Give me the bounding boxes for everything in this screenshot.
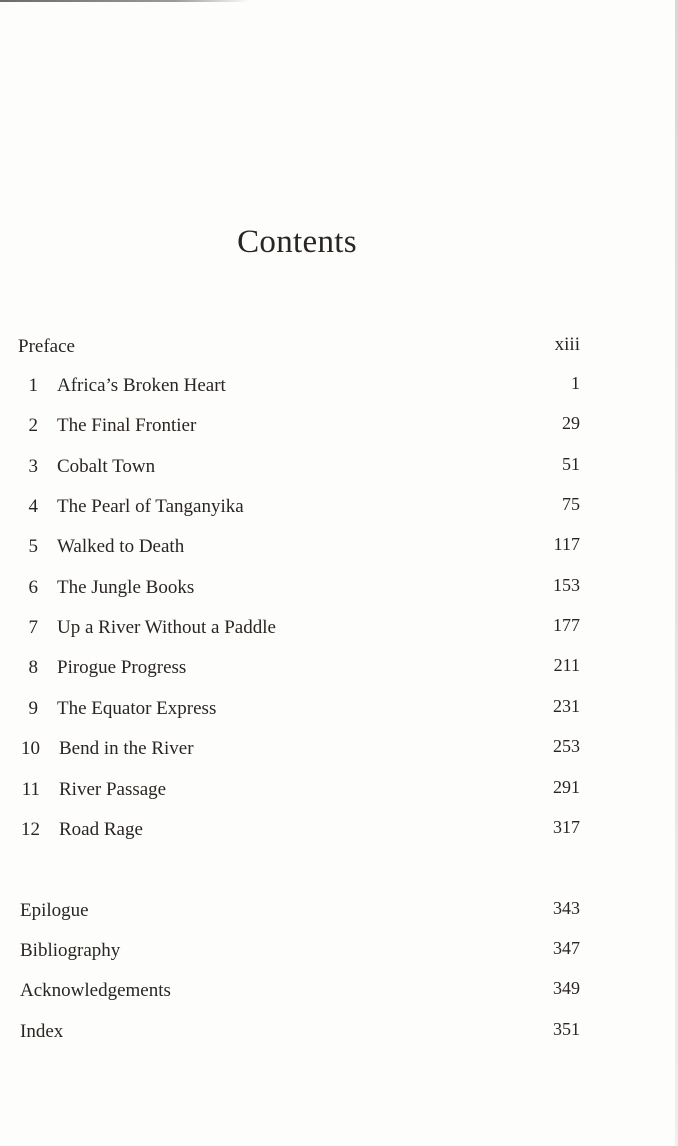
- toc-entry-chapter: [0, 698, 678, 726]
- toc-entry-chapter: [0, 738, 678, 766]
- toc-entry-title: Acknowledgements: [20, 980, 171, 1001]
- chapter-page: 177: [553, 615, 580, 635]
- toc-entry-epilogue: [0, 900, 678, 928]
- contents-heading: Contents: [237, 224, 357, 260]
- toc-entry-page: 351: [553, 1019, 580, 1039]
- toc-entry-chapter: [0, 779, 678, 807]
- toc-entry-page: 347: [553, 938, 580, 958]
- toc-entry-index: [0, 1021, 678, 1049]
- toc-entry-chapter: [0, 577, 678, 605]
- toc-entry-acknowledgements: [0, 980, 678, 1008]
- chapter-number: 9: [28, 698, 38, 719]
- chapter-number: 7: [28, 617, 38, 638]
- chapter-title: Cobalt Town: [57, 456, 156, 477]
- chapter-page: 1: [571, 373, 580, 393]
- chapter-number: 3: [28, 456, 38, 477]
- chapter-number: 5: [28, 536, 38, 557]
- chapter-title: Road Rage: [59, 819, 143, 840]
- chapter-title: Pirogue Progress: [57, 657, 187, 678]
- chapter-number: 4: [28, 496, 38, 517]
- chapter-page: 117: [553, 534, 580, 554]
- chapter-page: 29: [562, 413, 580, 433]
- chapter-number: 12: [21, 819, 40, 840]
- toc-entry-title: Preface: [18, 336, 75, 357]
- chapter-title: The Final Frontier: [57, 415, 197, 436]
- toc-entry-chapter: [0, 375, 678, 403]
- chapter-title: Up a River Without a Paddle: [57, 617, 276, 638]
- chapter-number: 1: [28, 375, 38, 396]
- chapter-title: Bend in the River: [59, 738, 194, 759]
- chapter-number: 8: [28, 657, 38, 678]
- toc-entry-title: Index: [20, 1021, 64, 1042]
- chapter-page: 317: [553, 817, 580, 837]
- chapter-number: 10: [21, 738, 40, 759]
- chapter-title: The Pearl of Tanganyika: [57, 496, 244, 517]
- chapter-title: Africa’s Broken Heart: [57, 375, 226, 396]
- toc-entry-chapter: [0, 617, 678, 645]
- scan-edge-top: [0, 0, 250, 2]
- chapter-page: 211: [553, 655, 580, 675]
- chapter-number: 6: [28, 577, 38, 598]
- chapter-title: The Equator Express: [57, 698, 217, 719]
- chapter-page: 153: [553, 575, 580, 595]
- toc-entry-chapter: [0, 657, 678, 685]
- toc-entry-bibliography: [0, 940, 678, 968]
- toc-entry-chapter: [0, 456, 678, 484]
- toc-entry-preface: [0, 336, 678, 364]
- toc-entry-title: Bibliography: [20, 940, 121, 961]
- toc-entry-page: 343: [553, 898, 580, 918]
- toc-entry-page: xiii: [554, 334, 580, 355]
- chapter-page: 231: [553, 696, 580, 716]
- chapter-title: The Jungle Books: [57, 577, 195, 598]
- toc-entry-chapter: [0, 415, 678, 443]
- chapter-page: 51: [562, 454, 580, 474]
- chapter-page: 291: [553, 777, 580, 797]
- toc-entry-chapter: [0, 496, 678, 524]
- chapter-page: 253: [553, 736, 580, 756]
- toc-entry-title: Epilogue: [20, 900, 89, 921]
- toc-entry-page: 349: [553, 978, 580, 998]
- toc-entry-chapter: [0, 536, 678, 564]
- chapter-page: 75: [562, 494, 580, 514]
- toc-entry-chapter: [0, 819, 678, 847]
- chapter-number: 2: [28, 415, 38, 436]
- chapter-title: Walked to Death: [57, 536, 185, 557]
- chapter-number: 11: [21, 779, 40, 800]
- chapter-title: River Passage: [59, 779, 167, 800]
